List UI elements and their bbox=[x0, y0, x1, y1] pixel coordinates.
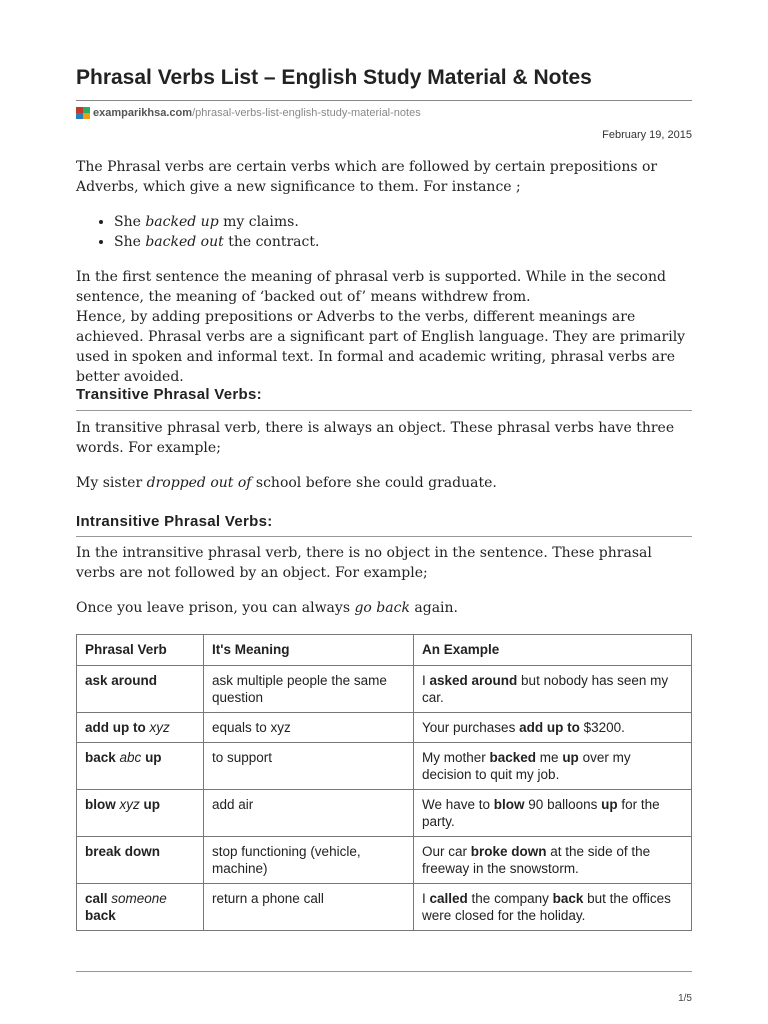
intro-paragraph: The Phrasal verbs are certain verbs which are followed by certain prepositions or Adverbs, which give a new significance to them. For instance ; bbox=[76, 159, 658, 195]
phrasal-verb-cell: call someone back bbox=[77, 884, 204, 931]
example-cell: My mother backed me up over my decision to quit my job. bbox=[414, 743, 692, 790]
footer-divider bbox=[76, 971, 692, 972]
table-header-row bbox=[77, 635, 692, 666]
source-domain[interactable]: examparikhsa.com bbox=[93, 107, 193, 119]
page-number: 1/5 bbox=[678, 993, 692, 1004]
meaning-cell: add air bbox=[204, 790, 414, 837]
bullet-item: • She backed up my claims. bbox=[114, 212, 319, 232]
source-line[interactable] bbox=[76, 107, 421, 119]
section-divider bbox=[76, 410, 692, 411]
table-row bbox=[77, 837, 692, 884]
bullet-item: • She backed out the contract. bbox=[114, 232, 319, 252]
table-body bbox=[77, 666, 692, 931]
example-cell: Your purchases add up to $3200. bbox=[414, 713, 692, 743]
phrasal-verb-cell: break down bbox=[77, 837, 204, 884]
section-divider bbox=[76, 536, 692, 537]
phrasal-verb-cell: add up to xyz bbox=[77, 713, 204, 743]
explanation-paragraph: In the first sentence the meaning of phrasal verb is supported. While in the second sentence, the meaning of ‘backed out of’ means withdrew from. Hence, by adding prepositions or Adverbs to the verbs, different meanings are achieved. Phrasal verbs are a significant part of English language. They are primarily used in spoken and informal text. In formal and academic writing, phrasal verbs are better avoided. bbox=[76, 269, 686, 385]
table-row bbox=[77, 884, 692, 931]
intransitive-example: Once you leave prison, you can always go back again. bbox=[76, 600, 458, 616]
transitive-example: My sister dropped out of school before she could graduate. bbox=[76, 475, 497, 491]
table-row bbox=[77, 743, 692, 790]
title-divider bbox=[76, 100, 692, 101]
table-row bbox=[77, 666, 692, 713]
meaning-cell: stop functioning (vehicle, machine) bbox=[204, 837, 414, 884]
example-cell: I called the company back but the offices were closed for the holiday. bbox=[414, 884, 692, 931]
publish-date: February 19, 2015 bbox=[602, 129, 692, 141]
example-bullet-list bbox=[76, 212, 319, 252]
site-favicon-icon bbox=[76, 107, 90, 119]
source-path[interactable]: /phrasal-verbs-list-english-study-material-notes bbox=[192, 107, 421, 119]
meaning-cell: to support bbox=[204, 743, 414, 790]
column-header: An Example bbox=[414, 635, 692, 666]
example-cell: I asked around but nobody has seen my car. bbox=[414, 666, 692, 713]
column-header: It's Meaning bbox=[204, 635, 414, 666]
example-cell: Our car broke down at the side of the freeway in the snowstorm. bbox=[414, 837, 692, 884]
meaning-cell: return a phone call bbox=[204, 884, 414, 931]
table-row bbox=[77, 713, 692, 743]
intransitive-heading: Intransitive Phrasal Verbs: bbox=[76, 513, 273, 530]
intransitive-paragraph: In the intransitive phrasal verb, there is no object in the sentence. These phrasal verbs are not followed by an object. For example; bbox=[76, 545, 652, 581]
meaning-cell: equals to xyz bbox=[204, 713, 414, 743]
example-cell: We have to blow 90 balloons up for the party. bbox=[414, 790, 692, 837]
phrasal-verb-cell: blow xyz up bbox=[77, 790, 204, 837]
transitive-heading: Transitive Phrasal Verbs: bbox=[76, 386, 262, 403]
table-row bbox=[77, 790, 692, 837]
transitive-paragraph: In transitive phrasal verb, there is always an object. These phrasal verbs have three words. For example; bbox=[76, 420, 675, 456]
meaning-cell: ask multiple people the same question bbox=[204, 666, 414, 713]
page-title: Phrasal Verbs List – English Study Material & Notes bbox=[76, 66, 592, 89]
phrasal-verb-cell: back abc up bbox=[77, 743, 204, 790]
phrasal-verb-cell: ask around bbox=[77, 666, 204, 713]
column-header: Phrasal Verb bbox=[77, 635, 204, 666]
phrasal-verbs-table bbox=[76, 634, 692, 931]
